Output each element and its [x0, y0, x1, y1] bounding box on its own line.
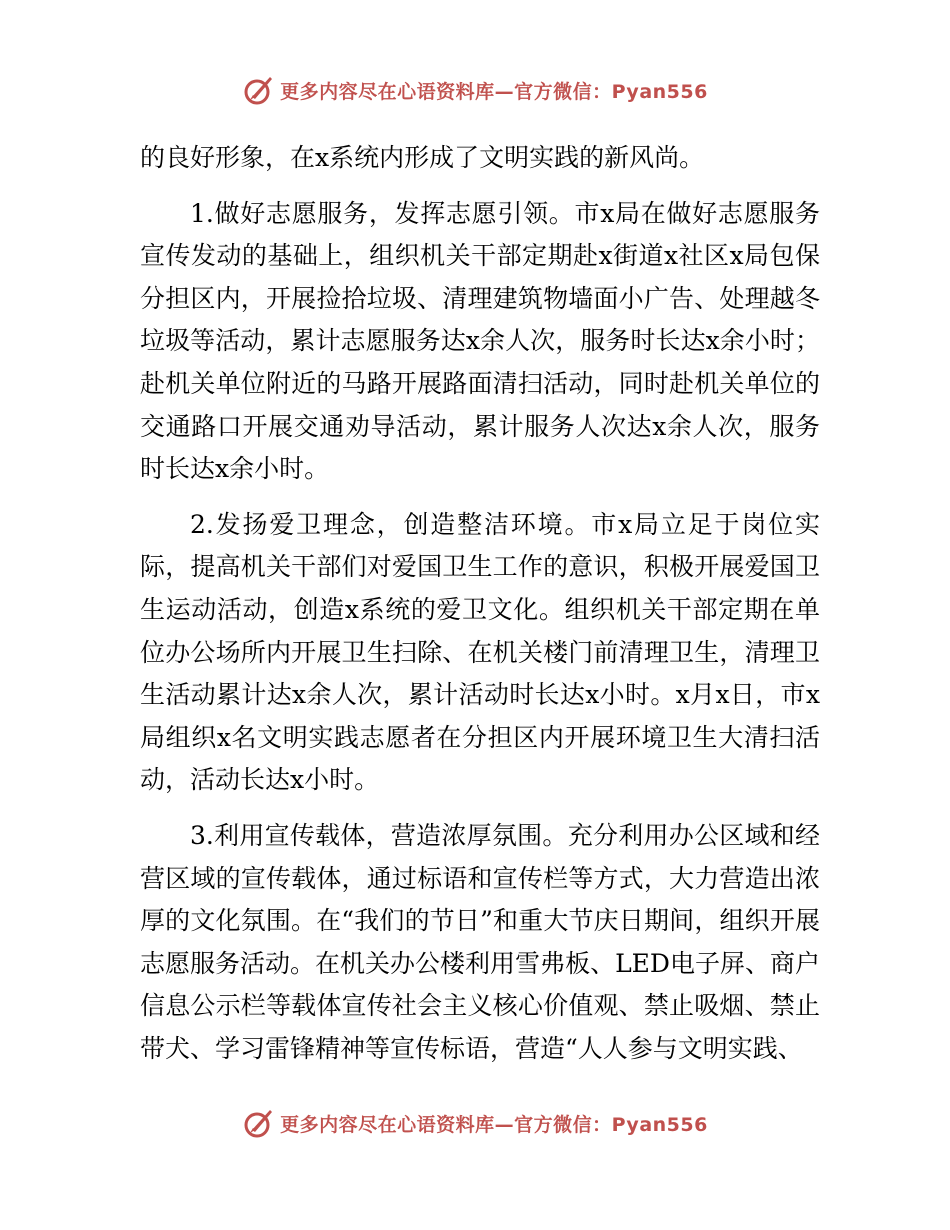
- paragraph-item-2: 2.发扬爱卫理念，创造整洁环境。市x局立足于岗位实际，提高机关干部们对爱国卫生工作的意识，积极开展爱国卫生运动活动，创造x系统的爱卫文化。组织机关干部定期在单位办公场所内开展卫生扫除、在机关楼门前清理卫生，清理卫生活动累计达x余人次，累计活动时长达x小时。x月x日，市x局组织x名文明实践志愿者在分担区内开展环境卫生大清扫活动，活动长达x小时。: [140, 509, 820, 795]
- banner-text: 更多内容尽在心语资料库—官方微信：Pyan556: [280, 1113, 708, 1136]
- paragraph-item-3: 3.利用宣传载体，营造浓厚氛围。充分利用办公区域和经营区域的宣传载体，通过标语和宣传栏等方式，大力营造出浓厚的文化氛围。在“我们的节日”和重大节庆日期间，组织开展志愿服务活动。在机关办公楼利用雪弗板、LED电子屏、商户信息公示栏等载体宣传社会主义核心价值观、禁止吸烟、禁止带犬、学习雷锋精神等宣传标语，营造“人人参与文明实践、: [140, 820, 820, 1063]
- quill-logo-icon: [242, 73, 276, 107]
- paragraph-item-1: 1.做好志愿服务，发挥志愿引领。市x局在做好志愿服务宣传发动的基础上，组织机关干部定期赴x街道x社区x局包保分担区内，开展捡拾垃圾、清理建筑物墙面小广告、处理越冬垃圾等活动，累计志愿服务达x余人次，服务时长达x余小时；赴机关单位附近的马路开展路面清扫活动，同时赴机关单位的交通路口开展交通劝导活动，累计服务人次达x余人次，服务时长达x余小时。: [140, 198, 820, 484]
- header-banner: [0, 70, 950, 110]
- footer-banner: [0, 1103, 950, 1143]
- quill-logo-icon: [242, 1106, 276, 1140]
- document-body: [140, 137, 820, 1070]
- paragraph-continuation: 的良好形象，在x系统内形成了文明实践的新风尚。: [140, 143, 705, 172]
- banner-text: 更多内容尽在心语资料库—官方微信：Pyan556: [280, 80, 708, 103]
